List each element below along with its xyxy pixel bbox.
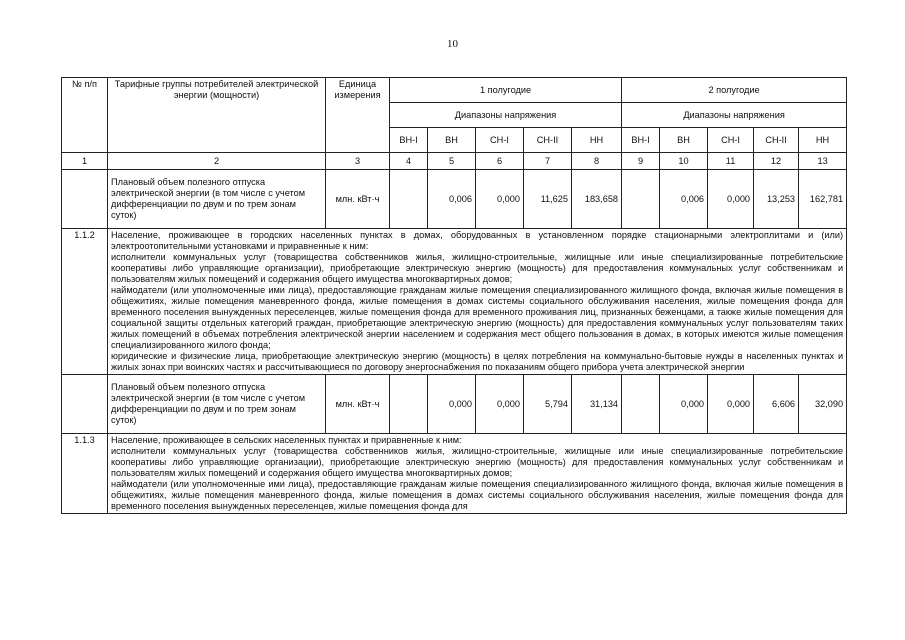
voltage-h1: СН-I xyxy=(476,128,524,153)
table-row xyxy=(62,375,847,434)
value-cell: 183,658 xyxy=(572,170,622,229)
col-number: 12 xyxy=(754,153,799,170)
header-tariff-groups: Тарифные группы потребителей электрической энергии (мощности) xyxy=(108,78,326,153)
value-cell: 13,253 xyxy=(754,170,799,229)
voltage-h1: СН-II xyxy=(524,128,572,153)
section-description xyxy=(108,229,847,375)
value-cell: 0,000 xyxy=(476,375,524,434)
value-cell: 6,606 xyxy=(754,375,799,434)
section-paragraph: наймодатели (или уполномоченные ими лица), предоставляющие гражданам жилые помещения специализированного жилищного фонда, включая жилые помещения в общежитиях, жилые помещения маневренного фонда, жилые помещения в домах системы социального обслуживания населения, жилые помещения фонда для временного поселения вынужденных переселенцев, жилые помещения фонда для временного проживания лиц, признанных беженцами, а также жилые помещения для социальной защиты отдельных категорий граждан, приобретающие электрическую энергию (мощность) для предоставления коммунальных услуг пользователям таких жилых помещений в объемах потребления электрической энергии населением и содержания мест общего пользования в домах, в которых имеются жилые помещения специализированного жилого фонда; xyxy=(111,285,844,350)
value-cell: 31,134 xyxy=(572,375,622,434)
header-ranges-2: Диапазоны напряжения xyxy=(622,103,847,128)
value-cell: 0,006 xyxy=(428,170,476,229)
section-paragraph: юридические и физические лица, приобретающие электрическую энергию (мощность) в целях потребления на коммунально-бытовые нужды в населенных пунктах и жилых зонах при воинских частях и рассчитывающиеся по договору энергоснабжения по показаниям общего прибора учета электрической энергии xyxy=(111,351,844,372)
value-cell xyxy=(390,375,428,434)
section-number: 1.1.3 xyxy=(62,434,108,514)
col-number: 2 xyxy=(108,153,326,170)
row-label: Плановый объем полезного отпуска электрической энергии (в том числе с учетом дифференциации по двум и по трем зонам суток) xyxy=(108,375,326,434)
section-paragraph: Население, проживающее в сельских населенных пунктах и приравненные к ним: xyxy=(111,435,462,445)
header-unit: Единица измерения xyxy=(326,78,390,153)
voltage-h2: НН xyxy=(799,128,847,153)
col-number: 3 xyxy=(326,153,390,170)
row-unit: млн. кВт·ч xyxy=(326,170,390,229)
value-cell xyxy=(622,375,660,434)
col-number: 10 xyxy=(660,153,708,170)
value-cell: 0,006 xyxy=(660,170,708,229)
value-cell: 0,000 xyxy=(708,170,754,229)
section-paragraph: исполнители коммунальных услуг (товарищества собственников жилья, жилищно-строительные, жилищные или иные специализированные потребительские кооперативы либо управляющие организации), приобретающие электрическую энергию (мощность) для предоставления коммунальных услуг собственникам и пользователям жилых помещений и содержания общего имущества многоквартирных домов; xyxy=(111,446,844,478)
voltage-h1: ВН-I xyxy=(390,128,428,153)
voltage-h2: ВН xyxy=(660,128,708,153)
header-half-2: 2 полугодие xyxy=(622,78,847,103)
col-number: 5 xyxy=(428,153,476,170)
value-cell xyxy=(390,170,428,229)
col-number: 9 xyxy=(622,153,660,170)
col-number: 7 xyxy=(524,153,572,170)
value-cell: 11,625 xyxy=(524,170,572,229)
value-cell: 0,000 xyxy=(428,375,476,434)
tariff-table xyxy=(61,77,847,514)
voltage-h2: ВН-I xyxy=(622,128,660,153)
section-row xyxy=(62,434,847,514)
value-cell: 162,781 xyxy=(799,170,847,229)
section-row xyxy=(62,229,847,375)
value-cell: 32,090 xyxy=(799,375,847,434)
value-cell: 0,000 xyxy=(476,170,524,229)
page-number: 10 xyxy=(447,38,458,50)
col-number: 11 xyxy=(708,153,754,170)
value-cell xyxy=(622,170,660,229)
row-label: Плановый объем полезного отпуска электрической энергии (в том числе с учетом дифференциации по двум и по трем зонам суток) xyxy=(108,170,326,229)
section-paragraph: наймодатели (или уполномоченные ими лица), предоставляющие гражданам жилые помещения специализированного жилищного фонда, включая жилые помещения в общежитиях, жилые помещения маневренного фонда, жилые помещения в домах системы социального обслуживания населения, жилые помещения фонда для временного поселения вынужденных переселенцев, жилые помещения фонда для xyxy=(111,479,844,511)
table-row xyxy=(62,170,847,229)
section-paragraph: исполнители коммунальных услуг (товарищества собственников жилья, жилищно-строительные, жилищные или иные специализированные потребительские кооперативы либо управляющие организации), приобретающие электрическую энергию (мощность) для предоставления коммунальных услуг собственникам и пользователям жилых помещений и содержания общего имущества многоквартирных домов; xyxy=(111,252,844,284)
col-number: 13 xyxy=(799,153,847,170)
section-paragraph: Население, проживающее в городских населенных пунктах в домах, оборудованных в установленном порядке стационарными электроплитами и (или) электроотопительными установками и приравненные к ним: xyxy=(111,230,844,251)
header-num: № п/п xyxy=(62,78,108,153)
voltage-h1: ВН xyxy=(428,128,476,153)
header-half-1: 1 полугодие xyxy=(390,78,622,103)
voltage-h2: СН-II xyxy=(754,128,799,153)
value-cell: 0,000 xyxy=(660,375,708,434)
voltage-h1: НН xyxy=(572,128,622,153)
row-unit: млн. кВт·ч xyxy=(326,375,390,434)
col-number: 6 xyxy=(476,153,524,170)
section-number: 1.1.2 xyxy=(62,229,108,375)
value-cell: 0,000 xyxy=(708,375,754,434)
voltage-h2: СН-I xyxy=(708,128,754,153)
col-number: 1 xyxy=(62,153,108,170)
col-number: 4 xyxy=(390,153,428,170)
col-number: 8 xyxy=(572,153,622,170)
value-cell: 5,794 xyxy=(524,375,572,434)
section-description xyxy=(108,434,847,514)
header-ranges-1: Диапазоны напряжения xyxy=(390,103,622,128)
